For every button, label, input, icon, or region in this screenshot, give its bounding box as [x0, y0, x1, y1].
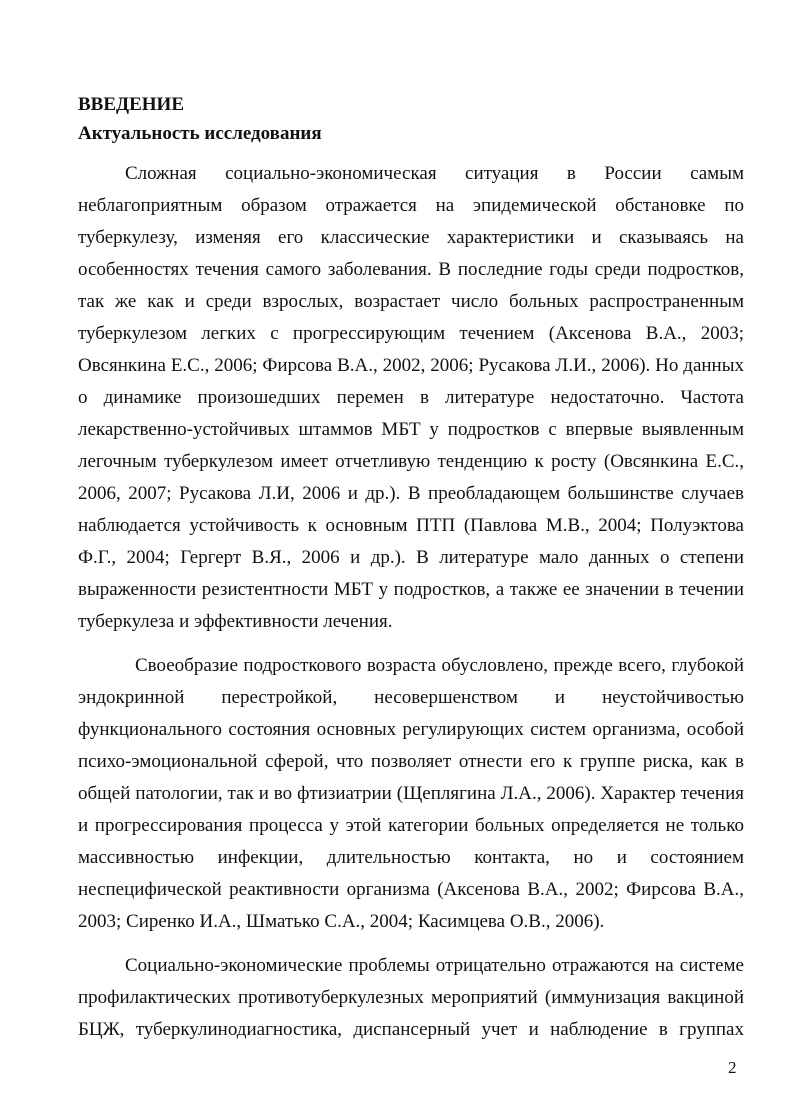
section-subheading: Актуальность исследования [78, 123, 322, 144]
text-line: массивностью инфекции, длительностью контакта, но и состоянием [78, 847, 744, 868]
text-line: особенностях течения самого заболевания. В последние годы среди подростков, [78, 259, 744, 280]
text-line: Своеобразие подросткового возраста обусловлено, прежде всего, глубокой [135, 655, 744, 676]
text-line: выраженности резистентности МБТ у подростков, а также ее значении в течении [78, 579, 744, 600]
text-line: Сложная социально-экономическая ситуация в России самым [125, 163, 744, 184]
text-line: Ф.Г., 2004; Гергерт В.Я., 2006 и др.). В литературе мало данных о степени [78, 547, 744, 568]
text-line: Овсянкина Е.С., 2006; Фирсова В.А., 2002, 2006; Русакова Л.И., 2006). Но данных [78, 355, 744, 376]
text-line: неблагоприятным образом отражается на эпидемической обстановке по [78, 195, 744, 216]
text-line: туберкулеза и эффективности лечения. [78, 611, 393, 632]
text-line: БЦЖ, туберкулинодиагностика, диспансерный учет и наблюдение в группах [78, 1019, 744, 1040]
text-line: 2006, 2007; Русакова Л.И, 2006 и др.). В преобладающем большинстве случаев [78, 483, 744, 504]
text-line: туберкулезом легких с прогрессирующим течением (Аксенова В.А., 2003; [78, 323, 744, 344]
text-line: профилактических противотуберкулезных мероприятий (иммунизация вакциной [78, 987, 744, 1008]
text-line: и прогрессирования процесса у этой категории больных определяется не только [78, 815, 744, 836]
page-number: 2 [728, 1058, 737, 1077]
paragraph [78, 952, 744, 1048]
body-text [78, 160, 744, 1048]
text-line: так же как и среди взрослых, возрастает число больных распространенным [78, 291, 744, 312]
text-line: о динамике произошедших перемен в литературе недостаточно. Частота [78, 387, 744, 408]
text-line: 2003; Сиренко И.А., Шматько С.А., 2004; Касимцева О.В., 2006). [78, 911, 605, 932]
text-line: наблюдается устойчивость к основным ПТП (Павлова М.В., 2004; Полуэктова [78, 515, 744, 536]
text-line: лекарственно-устойчивых штаммов МБТ у подростков с впервые выявленным [78, 419, 744, 440]
text-line: Социально-экономические проблемы отрицательно отражаются на системе [125, 955, 744, 976]
text-line: функционального состояния основных регулирующих систем организма, особой [78, 719, 744, 740]
section-heading: ВВЕДЕНИЕ [78, 94, 184, 115]
text-line: легочным туберкулезом имеет отчетливую тенденцию к росту (Овсянкина Е.С., [78, 451, 744, 472]
text-line: эндокринной перестройкой, несовершенством и неустойчивостью [78, 687, 744, 708]
text-line: неспецифической реактивности организма (Аксенова В.А., 2002; Фирсова В.А., [78, 879, 744, 900]
paragraph [78, 652, 744, 940]
text-line: психо-эмоциональной сферой, что позволяет отнести его к группе риска, как в [78, 751, 744, 772]
paragraph [78, 160, 744, 640]
page-content [78, 90, 744, 1048]
text-line: общей патологии, так и во фтизиатрии (Щеплягина Л.А., 2006). Характер течения [78, 783, 744, 804]
text-line: туберкулезу, изменяя его классические характеристики и сказываясь на [78, 227, 744, 248]
